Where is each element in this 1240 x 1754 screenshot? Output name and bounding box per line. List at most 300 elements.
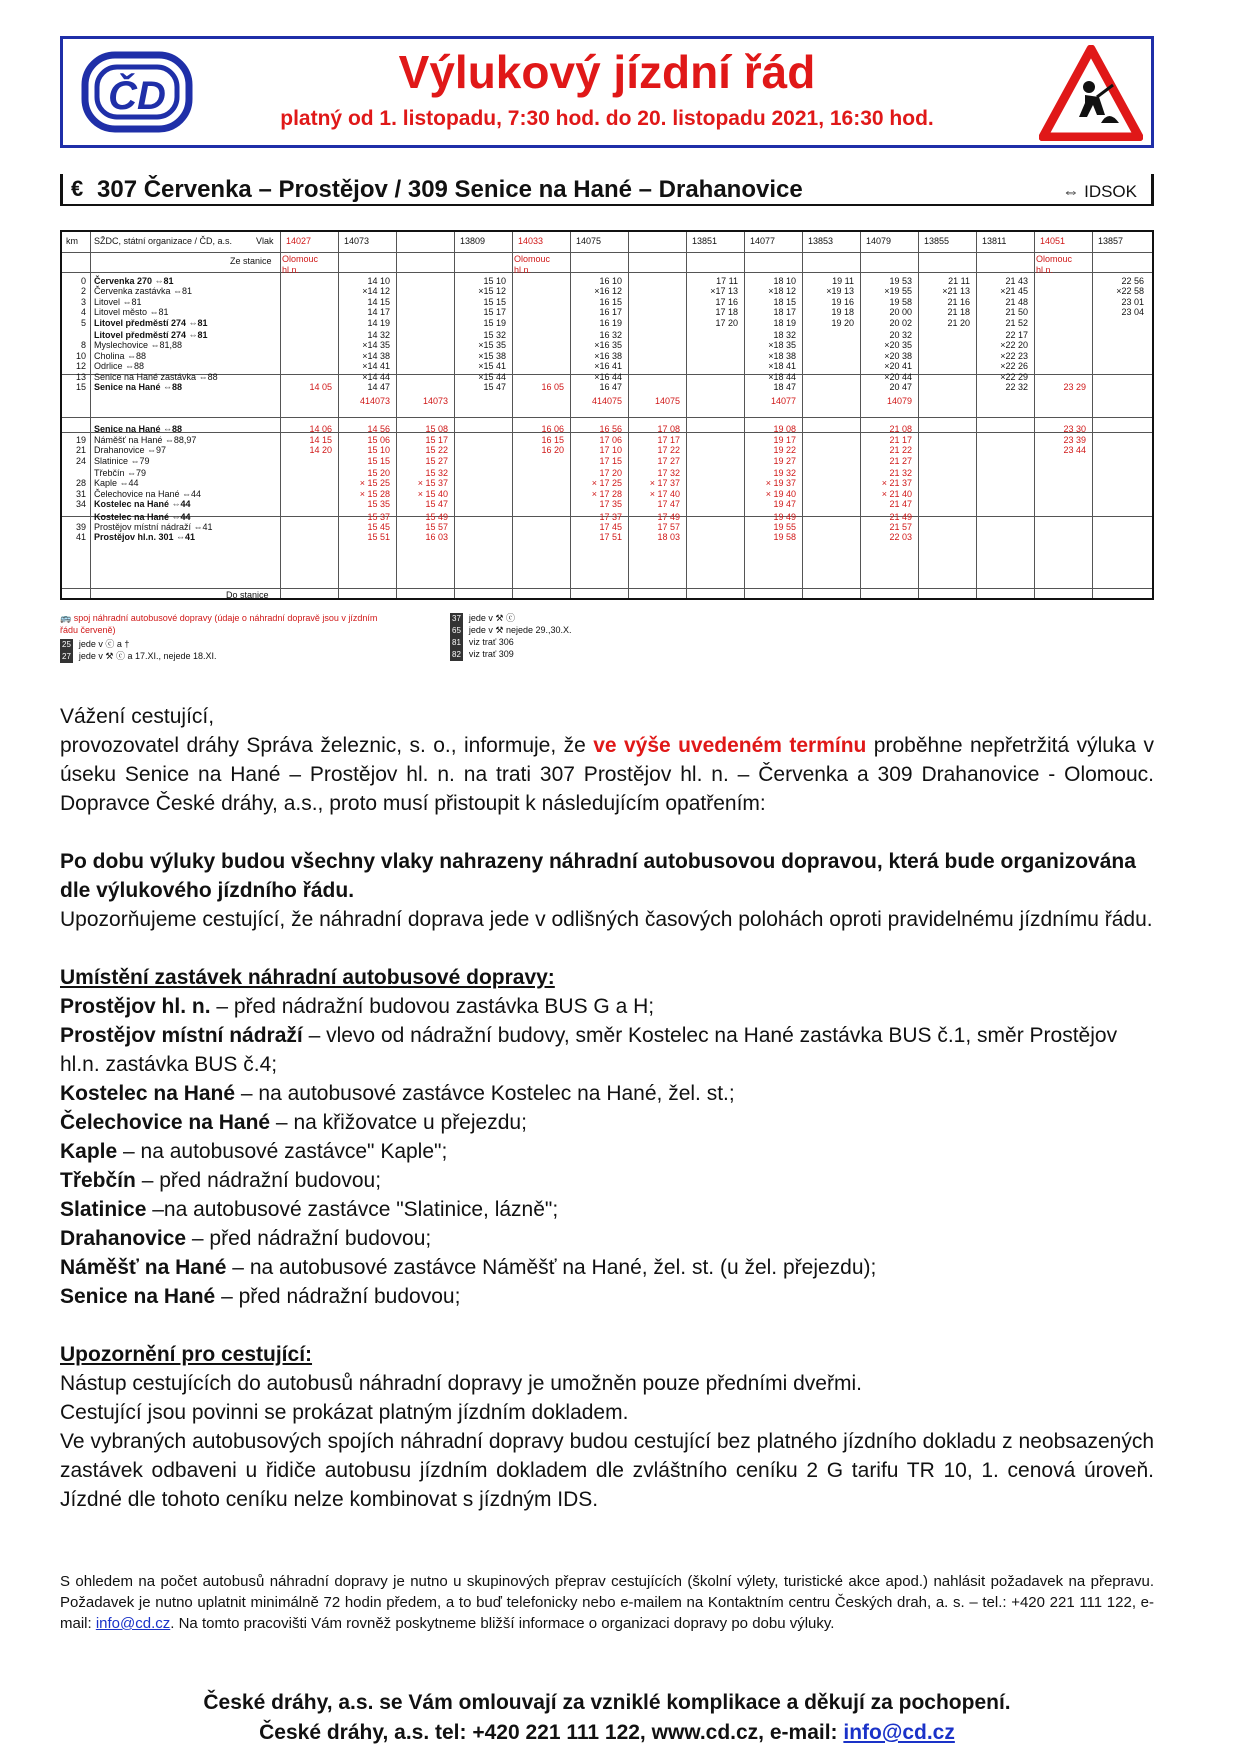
departure-time: 23 29 <box>1063 382 1086 392</box>
departure-time: ×18 41 <box>768 361 796 372</box>
stop-location: – před nádražní budovou; <box>215 1285 461 1308</box>
departure-time: ×14 12 <box>362 286 390 297</box>
stop-name: Senice na Hané <box>60 1285 216 1308</box>
departure-time: ×20 35 <box>884 340 912 351</box>
departure-time: 16 47 <box>599 382 622 392</box>
notice-text: Ve vybraných autobusových spojích náhradní dopravy budou cestující bez platného jízdního dokladu z neobsazených zastávek odbaveni u řidiče autobusu jízdním dokladem dle zvláštního ceníku 2 G tarifu TR 10, 1. cenová úroveň. Jízdné dle tohoto ceníku nelze kombinovat s jízdným IDS. <box>60 1430 1154 1511</box>
departure-time: × 15 40 <box>417 488 448 499</box>
stop-item <box>60 1021 1154 1079</box>
departure-time: ×18 38 <box>768 350 796 361</box>
departure-time: 17 08 <box>657 424 680 435</box>
station-name: Senice na Hané ⇔88 <box>94 382 183 392</box>
euro-icon: € <box>71 176 84 201</box>
departure-time: × 15 28 <box>359 488 390 499</box>
page-title: Výlukový jízdní řád <box>398 46 816 98</box>
departure-time: 15 37 <box>367 511 390 522</box>
stop-item <box>60 1108 1154 1137</box>
notice-heading: Upozornění pro cestující: <box>60 1343 313 1366</box>
departure-time: 21 47 <box>889 499 912 510</box>
departure-time: × 17 40 <box>649 488 680 499</box>
departure-time: 17 11 <box>716 276 738 286</box>
origin-station: Olomouc hl.n. <box>282 254 319 275</box>
departure-time: ×16 35 <box>594 340 622 351</box>
km-value: 13 <box>75 371 86 382</box>
station-name: Slatinice ⇔79 <box>94 455 150 466</box>
departure-time: 17 32 <box>657 468 680 478</box>
departure-time: 19 08 <box>773 424 796 435</box>
bus-icon: 🚌 <box>60 613 74 623</box>
departure-time: 21 32 <box>889 468 912 478</box>
departure-time: 17 27 <box>657 455 680 466</box>
stop-item <box>60 1079 1154 1108</box>
departure-time: 15 51 <box>367 532 390 543</box>
departure-time: ×21 45 <box>1000 286 1028 297</box>
departure-time: 15 08 <box>425 424 448 435</box>
departure-time: 16 17 <box>599 307 622 318</box>
departure-time: 17 20 <box>715 317 738 328</box>
departure-time: 19 18 <box>831 307 854 318</box>
greeting: Vážení cestující, <box>60 705 215 728</box>
departure-time: 16 15 <box>599 296 622 307</box>
departure-time: 17 45 <box>599 522 622 532</box>
departure-time: ×18 12 <box>768 286 796 297</box>
departure-time: 19 11 <box>832 276 854 286</box>
departure-time: 20 47 <box>889 382 912 392</box>
stop-location: –na autobusové zastávce "Slatinice, lázně"; <box>146 1198 559 1221</box>
departure-time: × 17 28 <box>591 488 622 499</box>
stop-item <box>60 1166 1154 1195</box>
km-value: 4 <box>80 307 86 318</box>
km-header: km <box>66 236 78 246</box>
stop-item <box>60 1195 1154 1224</box>
departure-time: 21 50 <box>1005 307 1028 318</box>
departure-time: 15 20 <box>367 468 390 478</box>
station-name: Kaple ⇔44 <box>94 478 139 489</box>
station-name: Třebčín ⇔79 <box>94 468 147 478</box>
departure-time: ×22 20 <box>1000 340 1028 351</box>
departure-time: 19 58 <box>889 296 912 307</box>
departure-time: 15 32 <box>425 468 448 478</box>
train-number: 13811 <box>982 236 1007 246</box>
stop-location: – před nádražní budovou; <box>135 1169 382 1192</box>
departure-time: 18 19 <box>773 317 796 328</box>
stop-name: Drahanovice <box>60 1227 187 1250</box>
departure-time: 23 04 <box>1121 307 1144 318</box>
station-name: Litovel ⇔81 <box>94 296 142 307</box>
stop-name: Kaple <box>60 1140 118 1163</box>
departure-time: 15 57 <box>425 522 448 532</box>
notice-header <box>60 36 1154 148</box>
departure-time: ×15 44 <box>478 371 506 382</box>
grid-line <box>62 417 1152 418</box>
departure-time: ×16 41 <box>594 361 622 372</box>
departure-time: 20 02 <box>889 317 912 328</box>
departure-time: 15 10 <box>367 445 390 456</box>
departure-time: 21 08 <box>889 424 912 435</box>
departure-time: 19 47 <box>773 499 796 510</box>
km-value: 2 <box>80 286 86 297</box>
departure-time: × 15 25 <box>359 478 390 489</box>
route-title: 307 Červenka – Prostějov / 309 Senice na Hané – Drahanovice <box>97 176 803 203</box>
stop-name: Náměšť na Hané <box>60 1256 227 1279</box>
station-name: Cholina ⇔88 <box>94 350 147 361</box>
departure-time: 15 15 <box>483 296 506 307</box>
station-name: Červenka 270 ⇔81 <box>94 276 174 286</box>
stop-location: – na autobusové zastávce Kostelec na Hané, žel. st.; <box>235 1082 735 1105</box>
departure-time: 19 32 <box>773 468 796 478</box>
grid-line <box>62 272 1152 273</box>
train-number: 13853 <box>808 236 834 246</box>
contact-line: České dráhy, a.s. tel: +420 221 111 122, www.cd.cz, e-mail: info@cd.cz <box>259 1721 955 1744</box>
departure-time: ×14 38 <box>362 350 390 361</box>
departure-time: 21 48 <box>1005 296 1028 307</box>
departure-time: 16 10 <box>599 276 622 286</box>
station-name: Kostelec na Hané ⇔44 <box>94 511 191 522</box>
train-number: 13851 <box>692 236 718 246</box>
departure-time: 18 47 <box>773 382 796 392</box>
departure-time: × 15 37 <box>417 478 448 489</box>
departure-time: ×16 44 <box>594 371 622 382</box>
roadworks-warning-icon <box>1039 45 1143 141</box>
departure-time: 23 39 <box>1063 434 1086 445</box>
departure-time: 15 45 <box>367 522 390 532</box>
departure-time: 14 06 <box>309 424 332 435</box>
notice-text: Cestující jsou povinni se prokázat platným jízdním dokladem. <box>60 1401 629 1424</box>
departure-time: 20 00 <box>889 307 912 318</box>
intro-paragraph: provozovatel dráhy Správa železnic, s. o., informuje, že ve výše uvedeném termínu proběhne nepřetržitá výluka v úseku Senice na Hané – Prostějov hl. n. na trati 307 Prostějov hl. n. – Červenka a 309 Drahanovice - Olomouc. Dopravce České dráhy, a.s., proto musí přistoupit k následujícím opatřením: <box>60 734 1154 815</box>
stop-item <box>60 1253 1154 1282</box>
departure-time: 15 17 <box>425 434 448 445</box>
stop-location: – na křižovatce u přejezdu; <box>270 1111 527 1134</box>
stop-name: Slatinice <box>60 1198 147 1221</box>
km-value: 34 <box>75 499 86 510</box>
departure-time: 17 18 <box>715 307 738 318</box>
departure-time: ×15 41 <box>478 361 506 372</box>
departure-time: 414073 <box>359 396 390 407</box>
departure-time: 16 19 <box>599 317 622 328</box>
departure-time: 21 17 <box>889 434 912 445</box>
train-number: 14033 <box>518 236 544 246</box>
departure-time: 21 27 <box>889 455 912 466</box>
departure-time: 16 06 <box>541 424 564 435</box>
stop-location: – před nádražní budovou; <box>186 1227 432 1250</box>
departure-time: 15 17 <box>483 307 506 318</box>
departure-time: 14079 <box>886 396 912 407</box>
stop-location: – před nádražní budovou zastávka BUS G a H; <box>210 995 655 1018</box>
km-value: 10 <box>75 350 86 361</box>
departure-time: ×14 35 <box>362 340 390 351</box>
departure-time: 16 03 <box>425 532 448 543</box>
departure-time: 21 20 <box>947 317 970 328</box>
departure-time: 17 57 <box>657 522 680 532</box>
train-number: 14027 <box>286 236 312 246</box>
train-number: 14079 <box>866 236 892 246</box>
departure-time: 19 53 <box>889 276 912 286</box>
departure-time: 19 49 <box>773 511 796 522</box>
departure-time: 16 20 <box>541 445 564 456</box>
departure-time: 15 47 <box>483 382 506 392</box>
legend-note: 37 jede v ⚒ ⓒ <box>452 613 515 623</box>
departure-time: 15 22 <box>425 445 448 456</box>
departure-time: ×19 13 <box>826 286 854 297</box>
station-name: Červenka zastávka ⇔81 <box>94 286 193 297</box>
departure-time: 16 05 <box>541 382 564 392</box>
idsok-label: ⇔ IDSOK <box>1062 182 1137 201</box>
departure-time: ×14 41 <box>362 361 390 372</box>
station-name: Litovel město ⇔81 <box>94 307 169 318</box>
group-travel-note: S ohledem na počet autobusů náhradní dopravy je nutno u skupinových přeprav cestujících (školní výlety, turistické akce apod.) nahlásit požadavek na přepravu. Požadavek je nutno uplatnit minimálně 72 hodin předem, a to buď telefonicky nebo e-mailem na Kontaktním centru Českých drah, a. s. – tel.: +420 221 111 122, e-mail: info@cd.cz. Na tomto pracovišti Vám rovněž poskytneme bližší informace o organizaci dopravy po dobu výluky. <box>60 1573 1154 1632</box>
departure-time: 15 35 <box>367 499 390 510</box>
departure-time: 15 47 <box>425 499 448 510</box>
km-value: 31 <box>75 488 86 499</box>
departure-time: 23 30 <box>1063 424 1086 435</box>
departure-time: × 19 40 <box>765 488 796 499</box>
departure-time: 17 16 <box>715 296 738 307</box>
route-heading <box>60 174 1154 206</box>
stop-name: Třebčín <box>60 1169 136 1192</box>
departure-time: 21 49 <box>889 511 912 522</box>
departure-time: 16 32 <box>599 330 622 340</box>
departure-time: 19 17 <box>773 434 796 445</box>
departure-time: 19 20 <box>831 317 854 328</box>
km-value: 0 <box>80 276 86 286</box>
departure-time: 17 15 <box>599 455 622 466</box>
departure-time: ×14 44 <box>362 371 390 382</box>
km-value: 28 <box>75 478 86 489</box>
departure-time: 21 16 <box>947 296 970 307</box>
km-value: 21 <box>75 445 86 456</box>
legend-note: 25 jede v ⓒ a † <box>62 639 130 649</box>
stop-name: Čelechovice na Hané <box>60 1111 271 1134</box>
departure-time: 17 51 <box>599 532 622 543</box>
departure-time: 21 22 <box>889 445 912 456</box>
departure-time: ×22 26 <box>1000 361 1028 372</box>
grid-line <box>62 588 1152 589</box>
station-name: Senice na Hané ⇔88 <box>94 424 183 435</box>
departure-time: ×18 44 <box>768 371 796 382</box>
station-name: Kostelec na Hané ⇔44 <box>94 499 191 510</box>
departure-time: 18 15 <box>773 296 796 307</box>
departure-time: 17 47 <box>657 499 680 510</box>
departure-time: 15 27 <box>425 455 448 466</box>
km-value: 3 <box>80 296 86 307</box>
departure-time: 14 47 <box>367 382 390 392</box>
time-shift-note: Upozorňujeme cestující, že náhradní doprava jede v odlišných časových polohách oproti pravidelnému jízdnímu řádu. <box>60 908 1153 931</box>
grid-line <box>62 252 1152 253</box>
departure-time: 22 56 <box>1121 276 1144 286</box>
km-value: 8 <box>80 340 86 351</box>
legend-note: 27 jede v ⚒ ⓒ a 17.XI., nejede 18.XI. <box>62 651 217 661</box>
km-value: 39 <box>75 522 86 532</box>
departure-time: ×20 44 <box>884 371 912 382</box>
train-number: 14077 <box>750 236 776 246</box>
departure-time: 17 22 <box>657 445 680 456</box>
stop-item <box>60 1282 1154 1311</box>
departure-time: 17 20 <box>599 468 622 478</box>
footer-email-link[interactable]: info@cd.cz <box>843 1721 955 1744</box>
departure-time: ×18 35 <box>768 340 796 351</box>
stop-name: Kostelec na Hané <box>60 1082 236 1105</box>
departure-time: 15 49 <box>425 511 448 522</box>
departure-time: 19 55 <box>773 522 796 532</box>
departure-time: 17 35 <box>599 499 622 510</box>
grid-line <box>512 232 513 598</box>
apology: České dráhy, a.s. se Vám omlouvají za vzniklé komplikace a děkují za pochopení. <box>203 1691 1011 1714</box>
departure-time: 17 37 <box>599 511 622 522</box>
km-value: 15 <box>75 382 86 392</box>
email-link[interactable]: info@cd.cz <box>95 1615 171 1632</box>
train-number: 14073 <box>344 236 370 246</box>
svg-text:ČD: ČD <box>108 74 166 118</box>
departure-time: ×20 38 <box>884 350 912 361</box>
departure-time: 15 06 <box>367 434 390 445</box>
departure-time: 14073 <box>422 396 448 407</box>
departure-time: ×16 38 <box>594 350 622 361</box>
departure-time: 17 10 <box>599 445 622 456</box>
notice-body <box>60 702 1154 1514</box>
origin-station: Olomouc hl.n. <box>1036 254 1073 275</box>
km-value: 5 <box>80 317 86 328</box>
km-value: 24 <box>75 455 86 466</box>
departure-time: 17 49 <box>657 511 680 522</box>
departure-time: 18 03 <box>657 532 680 543</box>
stop-location: – na autobusové zastávce" Kaple"; <box>117 1140 448 1163</box>
bus-replacement-notice: Po dobu výluky budou všechny vlaky nahrazeny náhradní autobusovou dopravou, která bude organizována dle výlukového jízdního řádu. <box>60 850 1136 902</box>
station-name: Náměšť na Hané ⇔88,97 <box>94 434 197 445</box>
km-value: 19 <box>75 434 86 445</box>
departure-time: 14 05 <box>309 382 332 392</box>
departure-time: 14 10 <box>367 276 390 286</box>
station-name: Odrlice ⇔88 <box>94 361 145 372</box>
departure-time: 15 19 <box>483 317 506 328</box>
departure-time: 22 03 <box>889 532 912 543</box>
departure-time: ×15 35 <box>478 340 506 351</box>
stop-item <box>60 1137 1154 1166</box>
departure-time: × 21 40 <box>881 488 912 499</box>
stop-name: Prostějov místní nádraží <box>60 1024 303 1047</box>
departure-time: 16 56 <box>599 424 622 435</box>
departure-time: ×22 23 <box>1000 350 1028 361</box>
departure-time: 21 52 <box>1005 317 1028 328</box>
departure-time: 414075 <box>591 396 622 407</box>
station-name: Prostějov místní nádraží ⇔41 <box>94 522 213 532</box>
departure-time: ×15 12 <box>478 286 506 297</box>
departure-time: 21 18 <box>947 307 970 318</box>
train-number: 14051 <box>1040 236 1066 246</box>
departure-time: 14 19 <box>367 317 390 328</box>
departure-time: ×17 13 <box>710 286 738 297</box>
station-name: Prostějov hl.n. 301 ⇔41 <box>94 532 196 543</box>
stops-heading: Umístění zastávek náhradní autobusové dopravy: <box>60 966 555 989</box>
departure-time: 21 43 <box>1005 276 1028 286</box>
stop-item <box>60 992 1154 1021</box>
station-name: Litovel předměstí 274 ⇔81 <box>94 330 208 340</box>
departure-time: 14 15 <box>367 296 390 307</box>
departure-time: 23 01 <box>1121 296 1144 307</box>
origin-station: Olomouc hl.n. <box>514 254 551 275</box>
train-header: Vlak <box>256 236 274 246</box>
grid-line <box>280 232 281 598</box>
legend-note: 81 viz trať 306 <box>452 637 514 647</box>
station-name: Myslechovice ⇔81,88 <box>94 340 183 351</box>
departure-time: 19 27 <box>773 455 796 466</box>
departure-time: 15 10 <box>483 276 506 286</box>
departure-time: 14077 <box>770 396 796 407</box>
to-station-header: Do stanice <box>226 590 269 600</box>
timetable-legend <box>60 612 760 668</box>
departure-time: 21 11 <box>948 276 970 286</box>
timetable <box>60 230 1154 600</box>
departure-time: ×21 13 <box>942 286 970 297</box>
stop-name: Prostějov hl. n. <box>60 995 211 1018</box>
departure-time: 14 20 <box>309 445 332 456</box>
station-name: Litovel předměstí 274 ⇔81 <box>94 317 208 328</box>
legend-note: 65 jede v ⚒ nejede 29.,30.X. <box>452 625 572 635</box>
legend-note: 82 viz trať 309 <box>452 649 514 659</box>
departure-time: 18 10 <box>773 276 796 286</box>
legend-bus-note: 🚌 spoj náhradní autobusové dopravy (údaje o náhradní dopravě jsou v jízdním řádu červeně) <box>60 613 378 635</box>
train-number: 13857 <box>1098 236 1124 246</box>
period-highlight: ve výše uvedeném termínu <box>593 734 867 757</box>
departure-time: 22 32 <box>1005 382 1028 392</box>
station-name: Drahanovice ⇔97 <box>94 445 167 456</box>
notice-text: Nástup cestujících do autobusů náhradní dopravy je umožněn pouze předními dveřmi. <box>60 1372 862 1395</box>
train-number: 13809 <box>460 236 486 246</box>
departure-time: 14 15 <box>309 434 332 445</box>
departure-time: ×20 41 <box>884 361 912 372</box>
departure-time: 17 06 <box>599 434 622 445</box>
departure-time: 19 22 <box>773 445 796 456</box>
departure-time: 18 17 <box>773 307 796 318</box>
departure-time: ×16 12 <box>594 286 622 297</box>
departure-time: × 17 37 <box>649 478 680 489</box>
departure-time: 18 32 <box>773 330 796 340</box>
grid-line <box>90 232 91 598</box>
departure-time: 19 58 <box>773 532 796 543</box>
grid-line <box>1034 232 1035 598</box>
departure-time: × 19 37 <box>765 478 796 489</box>
departure-time: 15 15 <box>367 455 390 466</box>
departure-time: ×22 58 <box>1116 286 1144 297</box>
departure-time: 15 32 <box>483 330 506 340</box>
station-name: Senice na Hané zastávka ⇔88 <box>94 371 218 382</box>
departure-time: 20 32 <box>889 330 912 340</box>
validity-period: platný od 1. listopadu, 7:30 hod. do 20. listopadu 2021, 16:30 hod. <box>280 107 934 130</box>
departure-time: 14075 <box>654 396 680 407</box>
departure-time: ×22 29 <box>1000 371 1028 382</box>
km-value: 41 <box>75 532 86 543</box>
km-value: 12 <box>75 361 86 372</box>
departure-time: 23 44 <box>1063 445 1086 456</box>
stop-location: – na autobusové zastávce Náměšť na Hané, žel. st. (u žel. přejezdu); <box>226 1256 877 1279</box>
operator-header: SŽDC, státní organizace / ČD, a.s. <box>94 236 233 246</box>
departure-time: ×15 38 <box>478 350 506 361</box>
departure-time: 14 32 <box>367 330 390 340</box>
station-name: Čelechovice na Hané ⇔44 <box>94 488 202 499</box>
departure-time: 17 17 <box>657 434 680 445</box>
departure-time: ×19 55 <box>884 286 912 297</box>
stop-location: – vlevo od nádražní budovy, směr Kostelec na Hané zastávka BUS č.1, směr Prostějov hl.n. zastávka BUS č.4; <box>60 1024 1118 1076</box>
from-station-header: Ze stanice <box>230 256 272 266</box>
departure-time: 16 15 <box>541 434 564 445</box>
departure-time: 14 17 <box>367 307 390 318</box>
train-number: 14075 <box>576 236 602 246</box>
stop-item <box>60 1224 1154 1253</box>
stops-list <box>60 992 1154 1311</box>
departure-time: 19 16 <box>831 296 854 307</box>
departure-time: × 17 25 <box>591 478 622 489</box>
train-number: 13855 <box>924 236 950 246</box>
